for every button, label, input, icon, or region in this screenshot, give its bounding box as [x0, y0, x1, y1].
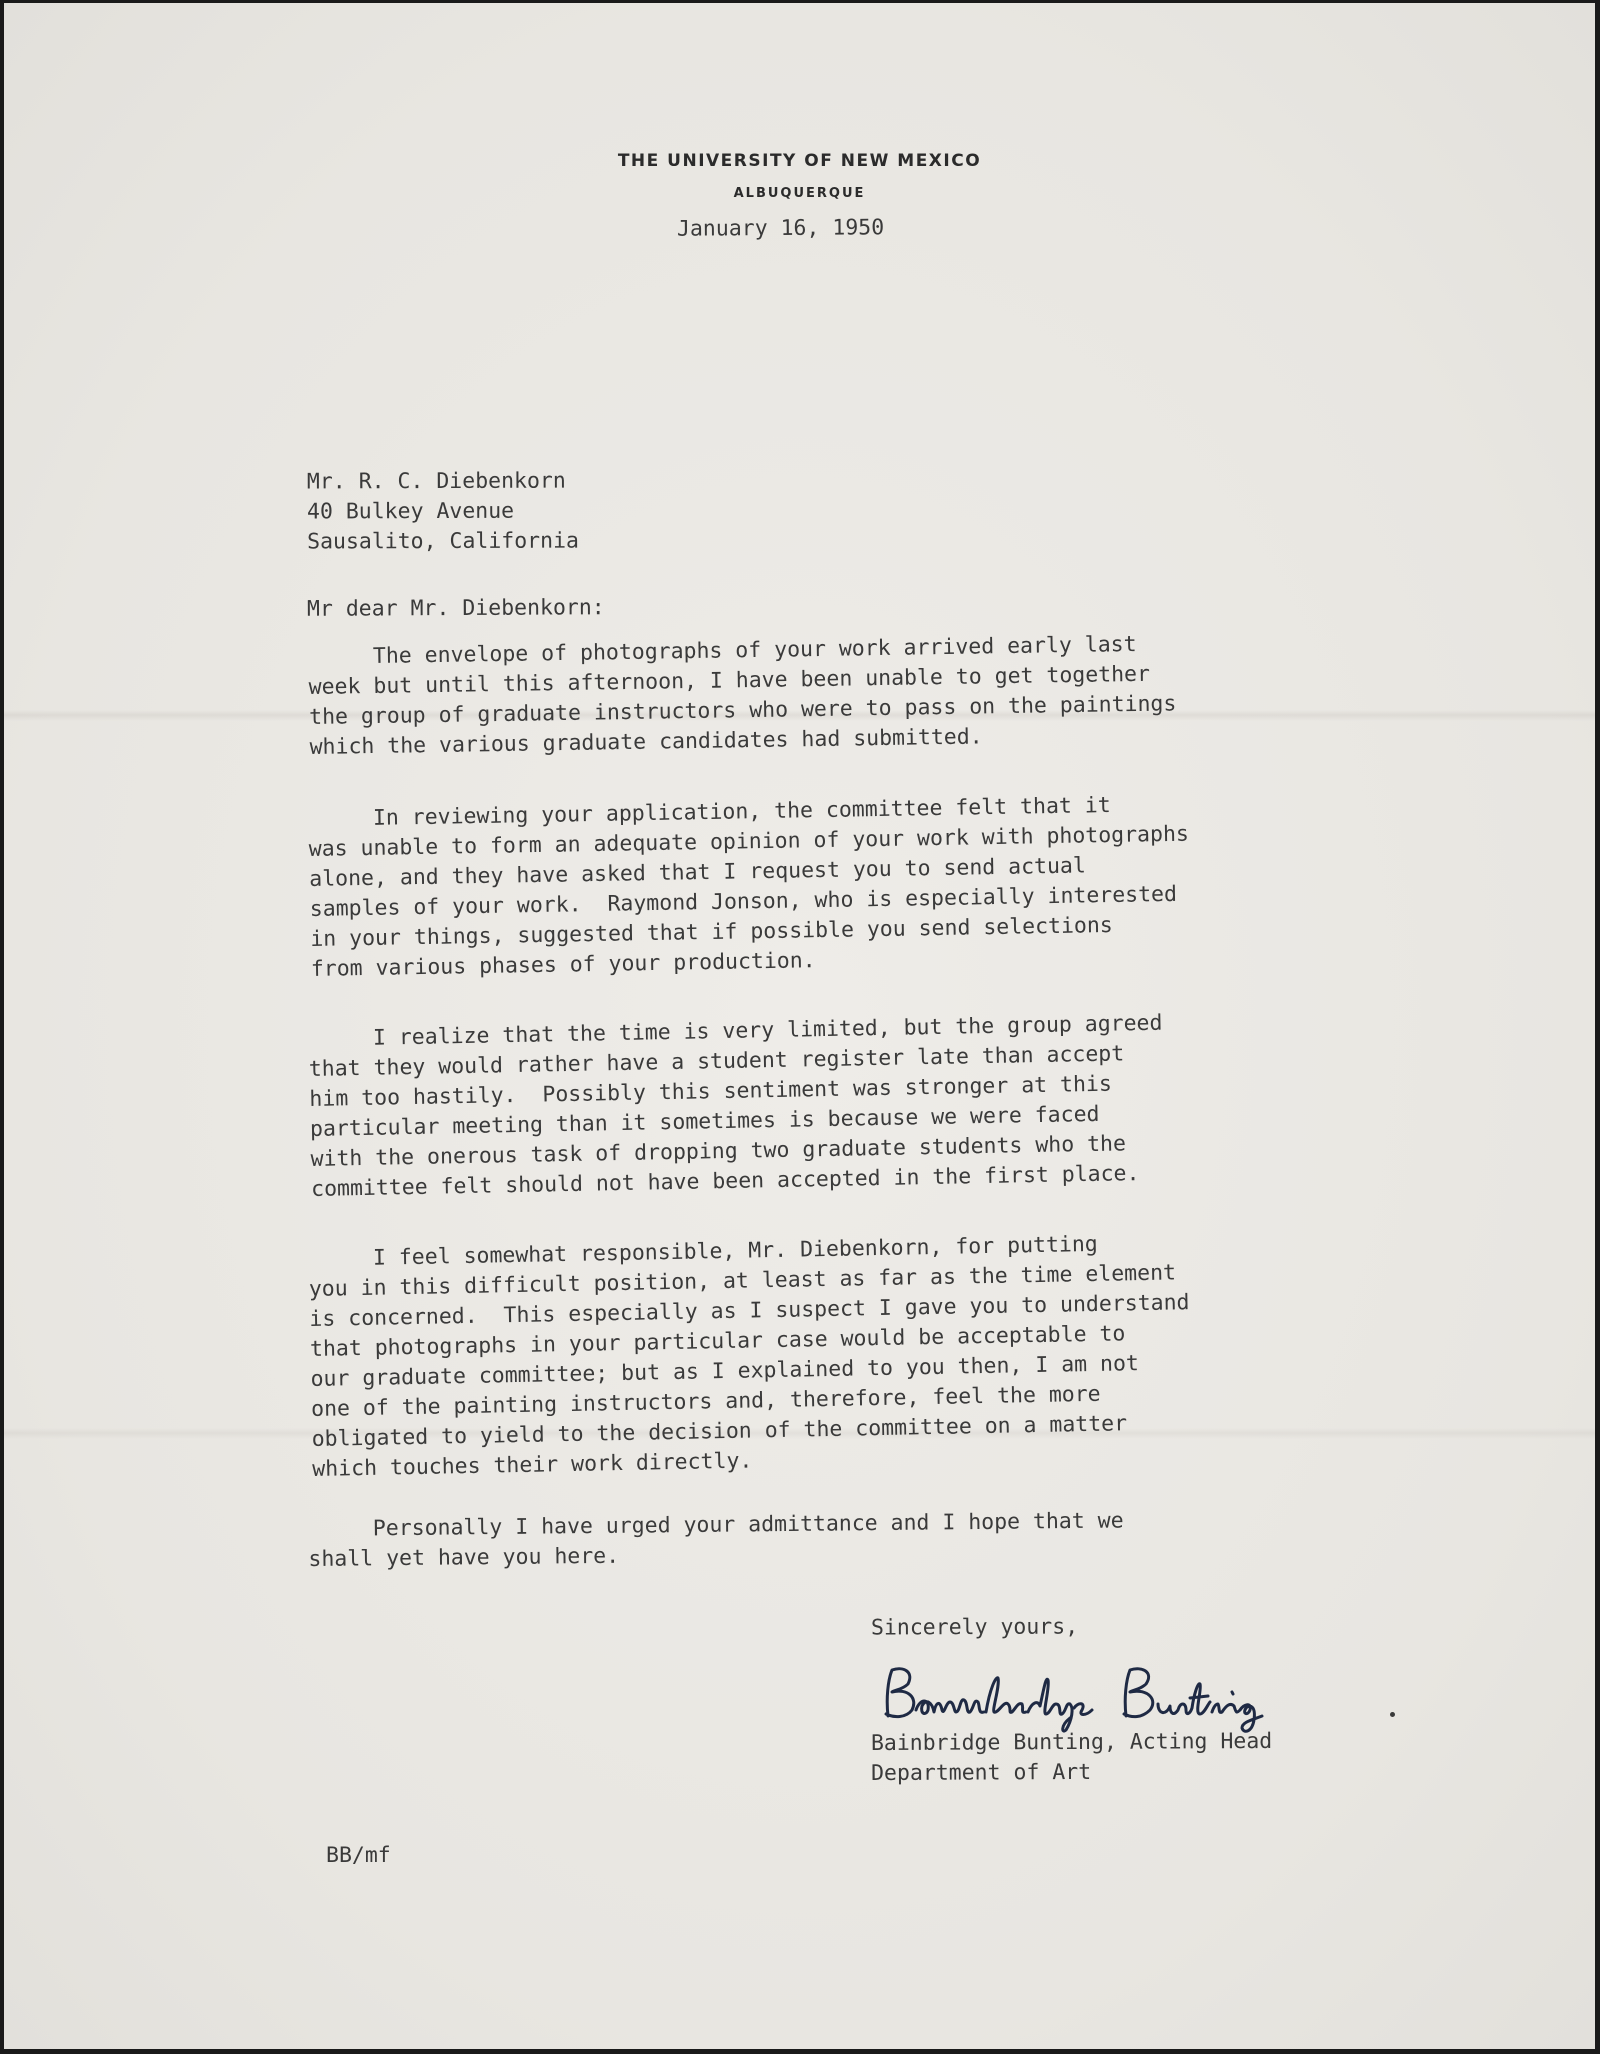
recipient-street: 40 Bulkey Avenue: [306, 498, 515, 525]
recipient-name: Mr. R. C. Diebenkorn: [306, 468, 566, 495]
signer-name-title: Bainbridge Bunting, Acting Head: [870, 1728, 1273, 1757]
body-paragraph-5: Personally I have urged your admittance and I hope that we shall yet have you here.: [308, 1508, 1124, 1572]
letter-page: [4, 3, 1595, 2049]
recipient-address: [307, 467, 579, 558]
typist-initials: BB/mf: [326, 1843, 391, 1868]
period-mark: [1390, 1712, 1395, 1717]
salutation: Mr dear Mr. Diebenkorn:: [306, 595, 605, 622]
signature-block: [871, 1727, 1273, 1789]
recipient-city: Sausalito, California: [307, 528, 579, 555]
letterhead-city: ALBUQUERQUE: [733, 186, 866, 201]
body-paragraph-4: I feel somewhat responsible, Mr. Diebenkorn, for putting you in this difficult position, at least as far as the time element is concerned. This especially as I suspect I gave you to understand that photographs in your particular case would be acceptable to our graduate committee; but as I explained to you then, I am not one of the painting instructors and, therefore, feel the more obligated to yield to the decision of the committee on a matter which touches their work directly.: [308, 1231, 1190, 1482]
body-paragraph-2: In reviewing your application, the committee felt that it was unable to form an adequate opinion of your work with photographs alone, and they have asked that I request you to send actual samples of your work. Raymond Jonson, who is especially interested in your things, suggested that if possible you send selections from various phases of your production.: [308, 792, 1190, 982]
body-paragraph-3: I realize that the time is very limited, but the group agreed that they would rather have a student register late than accept him too hastily. Possibly this sentiment was stronger at this particular meeting than it sometimes is because we were faced with the onerous task of dropping two graduate students who the committee felt should not have been accepted in the first place.: [308, 1010, 1163, 1202]
letter-date: January 16, 1950: [676, 215, 885, 242]
signer-department: Department of Art: [871, 1759, 1092, 1787]
body-paragraph-1: The envelope of photographs of your work arrived early last week but until this afternoon, I have been unable to get together the group of graduate instructors who were to pass on the paintings which the various graduate candidates had submitted.: [308, 631, 1177, 760]
closing: Sincerely yours,: [870, 1614, 1079, 1641]
letterhead-institution: THE UNIVERSITY OF NEW MEXICO: [617, 151, 982, 171]
